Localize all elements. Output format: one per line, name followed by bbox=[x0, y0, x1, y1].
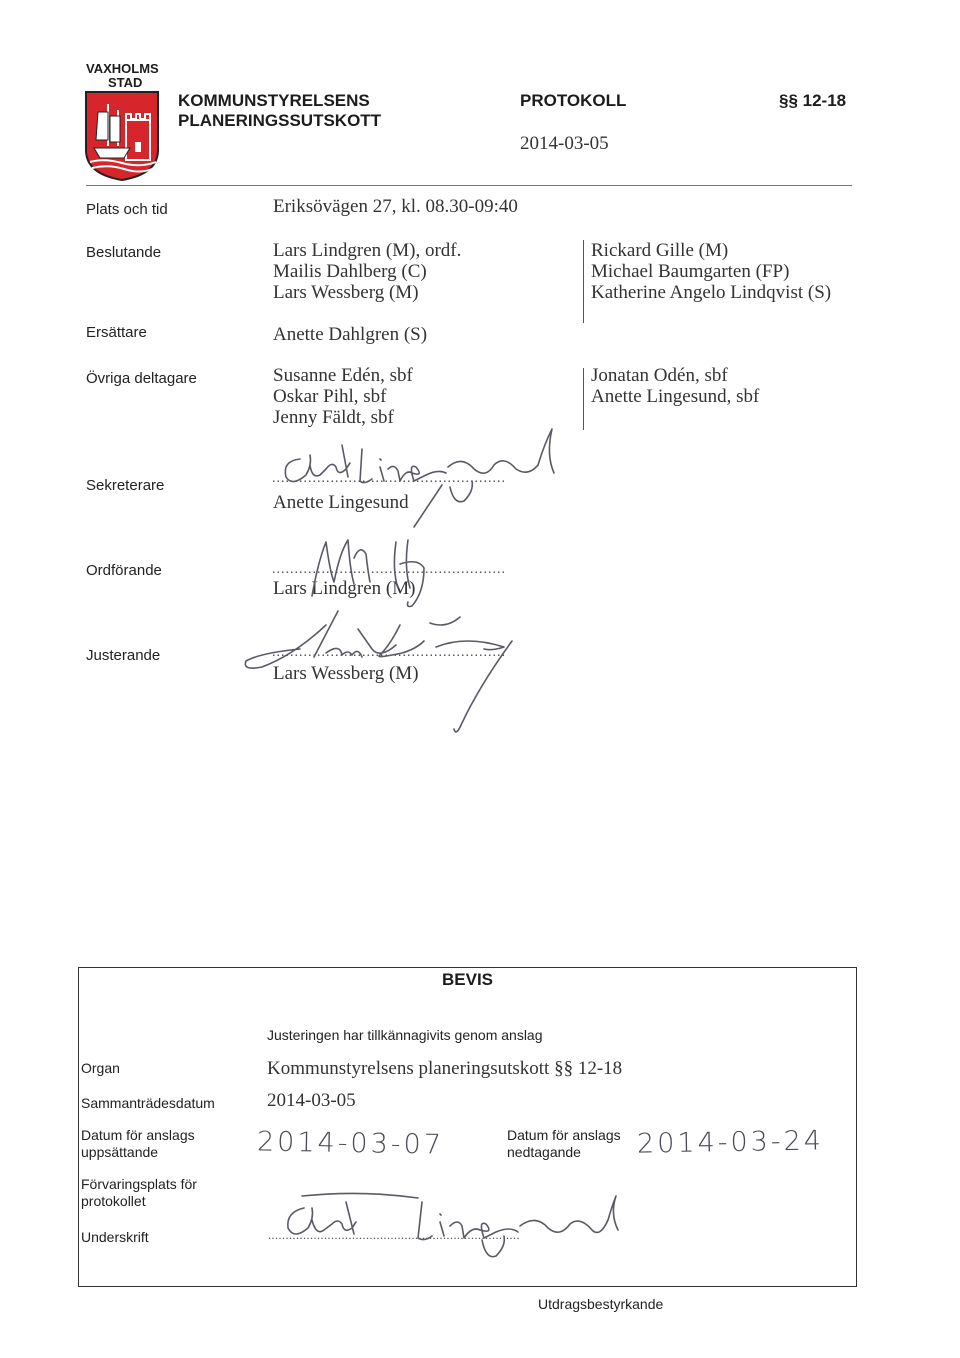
organ-label: Organ bbox=[81, 1060, 120, 1076]
deciding-members-right bbox=[591, 240, 831, 303]
participant-name: Susanne Edén, sbf bbox=[273, 365, 413, 386]
certificate-signature-icon bbox=[282, 1190, 622, 1270]
substitute-label: Ersättare bbox=[86, 324, 147, 341]
place-value: Eriksövägen 27, kl. 08.30-09:40 bbox=[273, 196, 518, 217]
chair-signature-icon bbox=[300, 522, 440, 610]
place-label: Plats och tid bbox=[86, 201, 168, 218]
removed-date-value: 2014-03-24 bbox=[636, 1125, 825, 1160]
adjuster-signature-icon bbox=[240, 605, 520, 743]
organ-value: Kommunstyrelsens planeringsutskott §§ 12-18 bbox=[267, 1058, 623, 1079]
logo-text-line2: STAD bbox=[108, 75, 143, 90]
member-name: Mailis Dahlberg (C) bbox=[273, 261, 427, 282]
posted-date-label bbox=[81, 1127, 195, 1161]
removed-date-label bbox=[507, 1127, 621, 1161]
deciding-column-divider bbox=[583, 240, 584, 323]
deciding-members-left bbox=[273, 240, 461, 303]
other-participants-right bbox=[591, 365, 759, 407]
organization-name-line2: PLANERINGSSUTSKOTT bbox=[178, 111, 382, 130]
posted-date-value: 2014-03-07 bbox=[256, 1126, 445, 1161]
member-name: Rickard Gille (M) bbox=[591, 240, 729, 261]
adjuster-signature-line: .................................................... bbox=[272, 645, 506, 660]
meeting-date-label: Sammanträdesdatum bbox=[81, 1095, 215, 1111]
deciding-label: Beslutande bbox=[86, 244, 162, 261]
participant-name: Jenny Fäldt, sbf bbox=[273, 407, 394, 428]
others-column-divider bbox=[583, 368, 584, 430]
paragraph-range: §§ 12-18 bbox=[779, 91, 847, 110]
secretary-signature-icon bbox=[276, 425, 566, 530]
protocol-date: 2014-03-05 bbox=[520, 133, 609, 154]
substitute-value: Anette Dahlgren (S) bbox=[273, 324, 428, 345]
others-label: Övriga deltagare bbox=[86, 370, 197, 387]
certificate-title: BEVIS bbox=[441, 970, 494, 989]
member-name: Katherine Angelo Lindqvist (S) bbox=[591, 282, 832, 303]
adjuster-name: Lars Wessberg (M) bbox=[273, 663, 419, 684]
secretary-name: Anette Lingesund bbox=[273, 492, 409, 513]
organization-name bbox=[178, 91, 381, 131]
meeting-date-value: 2014-03-05 bbox=[267, 1090, 356, 1111]
certificate-subtitle: Justeringen har tillkännagivits genom anslag bbox=[267, 1027, 543, 1043]
secretary-signature-line: .................................................... bbox=[272, 471, 506, 486]
header-divider bbox=[86, 185, 852, 186]
other-participants-left bbox=[273, 365, 413, 428]
certificate-signature-line: ........................................................................ bbox=[268, 1228, 520, 1242]
organization-name-line1: KOMMUNSTYRELSENS bbox=[178, 91, 370, 110]
chair-name: Lars Lindgren (M) bbox=[273, 578, 416, 599]
chair-label: Ordförande bbox=[86, 562, 162, 579]
member-name: Lars Lindgren (M), ordf. bbox=[273, 240, 462, 261]
posted-date-label-line1: Datum för anslags bbox=[81, 1127, 195, 1143]
logo-text-line1: VAXHOLMS bbox=[86, 61, 159, 76]
storage-label bbox=[81, 1176, 197, 1210]
storage-label-line2: protokollet bbox=[81, 1193, 146, 1209]
participant-name: Anette Lingesund, sbf bbox=[591, 386, 760, 407]
posted-date-label-line2: uppsättande bbox=[81, 1144, 159, 1160]
member-name: Lars Wessberg (M) bbox=[273, 282, 419, 303]
chair-signature-line: .................................................... bbox=[272, 562, 506, 577]
storage-label-line1: Förvaringsplats för bbox=[81, 1176, 197, 1192]
secretary-label: Sekreterare bbox=[86, 477, 165, 494]
signature-label: Underskrift bbox=[81, 1229, 149, 1245]
adjuster-label: Justerande bbox=[86, 647, 161, 664]
removed-date-label-line2: nedtagande bbox=[507, 1144, 581, 1160]
certification-note: Utdragsbestyrkande bbox=[538, 1296, 664, 1312]
participant-name: Jonatan Odén, sbf bbox=[591, 365, 728, 386]
document-type: PROTOKOLL bbox=[520, 91, 627, 110]
removed-date-label-line1: Datum för anslags bbox=[507, 1127, 621, 1143]
participant-name: Oskar Pihl, sbf bbox=[273, 386, 387, 407]
municipal-coat-of-arms-icon bbox=[84, 90, 160, 182]
member-name: Michael Baumgarten (FP) bbox=[591, 261, 790, 282]
